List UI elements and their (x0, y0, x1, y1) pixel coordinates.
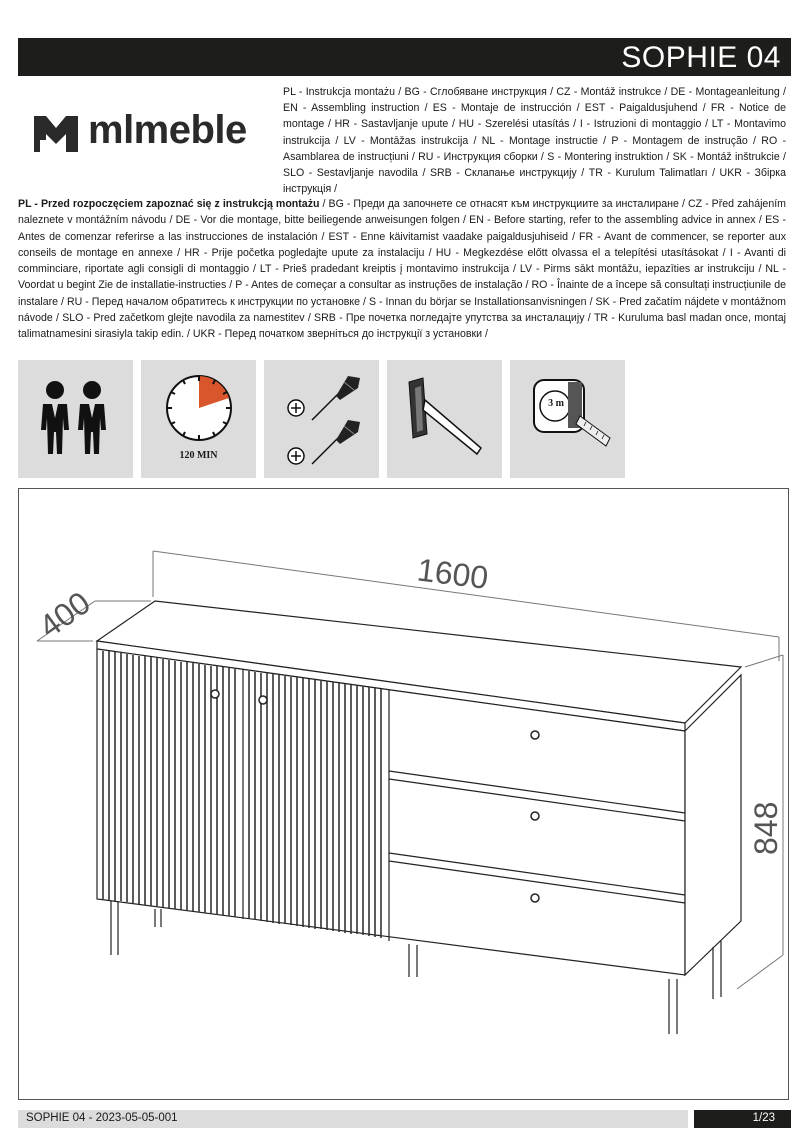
product-drawing (18, 488, 789, 1100)
languages-list: PL - Instrukcja montażu / BG - Сглобяване инструкция / CZ - Montáž instrukce / DE - Montageanleitung / EN - Assembling instruction / ES - Montaje de instrucción / EST - Paigaldusjuhend / FR - Notice de montage / HR - Sastavljanje upute / HU - Szerelési utasítás / I - Istruzioni di montaggio / LT - Montavimo instrukcija / LV - Montāžas instrukcija / NL - Montage instructie / P - Montagem de instrução / RO - Asamblarea de instrucțiuni / RU - Инструкция сборки / S - Montering instruktion / SK - Montáž inštrukcie / SLO - Sestavljanje navodila / SRB - Склапање инструкцију / TR - Kurulum Talimatları / UKR - Збірка інструкція / (283, 86, 786, 196)
time-tile (141, 360, 256, 478)
notice-lead: PL - Przed rozpoczęciem zapoznać się z instrukcją montażu (18, 198, 320, 210)
page-number: 1/23 (752, 1112, 775, 1124)
brand-name: mlmeble (88, 108, 247, 152)
tape-measure-tile (510, 360, 625, 478)
hammer-tile (387, 360, 502, 478)
depth-dimension: 400 (32, 584, 97, 645)
footer-doc-code: SOPHIE 04 - 2023-05-05-001 (26, 1112, 178, 1124)
tape-length-label: 3 m (548, 398, 564, 409)
width-dimension: 1600 (415, 551, 491, 596)
tools-row (18, 360, 630, 478)
footer-doc-code-bar (18, 1110, 688, 1128)
tape-measure-icon (510, 360, 625, 478)
footer-page-bar (694, 1110, 791, 1128)
document-title: SOPHIE 04 (621, 41, 781, 74)
height-dimension: 848 (748, 801, 784, 855)
time-label: 120 MIN (179, 450, 218, 461)
screwdriver-icon (264, 360, 379, 478)
safety-notice (18, 196, 786, 343)
screwdrivers-tile (264, 360, 379, 478)
sideboard-illustration (19, 489, 790, 1101)
brand-logo (32, 108, 272, 158)
notice-rest: / BG - Преди да започнете се отнасят към инструкциите за инсталиране / CZ - Před zahájením naleznete v montážním návodu / DE - Vor die montage, bitte beiliegende anweisungen folgen / EN - Before starting, refer to the assembling advice in annex / ES - Antes de comenzar referirse a las instrucciones de instalación / EST - Enne käivitamist vaadake paigaldusjuhiseid / FR - Avant de commencer, se reporter aux conseils de montage en annexe / HR - Prije početka pogledajte upute za instalaciju / HU - Megkezdése előtt olvassa el a telepítési utasításokat / I - Avanti di comminciare, riportate agli consigli di montaggio / LT - Prieš pradedant kreiptis į montavimo instrukcija / LV - Pirms sākt montāžu, iepazīties ar instrukciju / NL - Voordat u begint Zie de installatie-instructies / P - Antes de começar a consultar as instruções de instalação / RO - Înainte de a începe să consultați instrucțiunile de instalare / RU - Перед началом обратитесь к инструкции по установке / S - Innan du börjar se Installationsanvisningen / SK - Pred začatím nájdete v montážnom návode / SLO - Pred začetkom glejte navodila za namestitev / SRB - Пре почетка погледајте упутства за инсталацију / TR - Kuruluma basl madan once, montaj talimatnamesini sirasiyla takip edin. / UKR - Перед початком зверніться до інструкції з установки / (18, 198, 786, 341)
title-bar (18, 38, 791, 76)
hammer-icon (387, 360, 502, 478)
two-persons-tile (18, 360, 133, 478)
brand-mark-icon (32, 112, 82, 158)
two-persons-icon (18, 360, 133, 478)
